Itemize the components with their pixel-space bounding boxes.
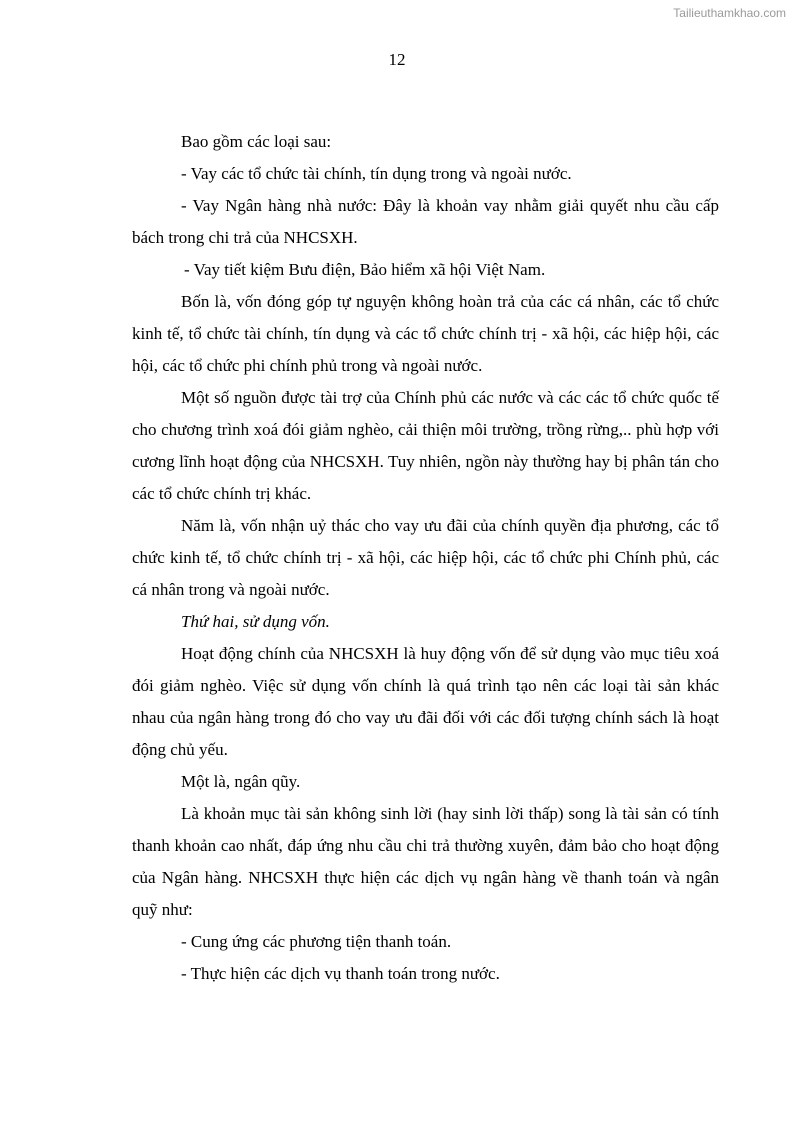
body-text [132,126,719,990]
paragraph: Một là, ngân qũy. [181,772,301,791]
watermark: Tailieuthamkhao.com [673,6,786,20]
paragraph: Hoạt động chính của NHCSXH là huy động vốn để sử dụng vào mục tiêu xoá đói giảm nghèo. Việc sử dụng vốn chính là quá trình tạo nên các loại tài sản khác nhau của ngân hàng trong đó cho vay ưu đãi đối với các đối tượng chính sách là hoạt động chủ yếu. [132,644,719,759]
paragraph: Là khoản mục tài sản không sinh lời (hay sinh lời thấp) song là tài sản có tính thanh khoản cao nhất, đáp ứng nhu cầu chi trả thường xuyên, đảm bảo cho hoạt động của Ngân hàng. NHCSXH thực hiện các dịch vụ ngân hàng về thanh toán và ngân quỹ như: [132,804,719,919]
paragraph: - Vay Ngân hàng nhà nước: Đây là khoản vay nhằm giải quyết nhu cầu cấp bách trong chi trả của NHCSXH. [132,196,719,247]
paragraph: - Cung ứng các phương tiện thanh toán. [181,932,452,951]
paragraph: - Thực hiện các dịch vụ thanh toán trong nước. [181,964,500,983]
paragraph: Năm là, vốn nhận uỷ thác cho vay ưu đãi của chính quyền địa phương, các tổ chức kinh tế, tổ chức chính trị - xã hội, các hiệp hội, các tổ chức phi Chính phủ, các cá nhân trong và ngoài nước. [132,516,719,599]
paragraph: Một số nguồn được tài trợ của Chính phủ các nước và các các tổ chức quốc tế cho chương trình xoá đói giảm nghèo, cải thiện môi trường, trồng rừng,.. phù hợp với cương lĩnh hoạt động của NHCSXH. Tuy nhiên, ngồn này thường hay bị phân tán cho các tổ chức chính trị khác. [132,388,719,503]
paragraph: - Vay các tổ chức tài chính, tín dụng trong và ngoài nước. [181,164,572,183]
paragraph: - Vay tiết kiệm Bưu điện, Bảo hiểm xã hội Việt Nam. [184,260,546,279]
section-heading: Thứ hai, sử dụng vốn. [181,612,330,631]
paragraph: Bốn là, vốn đóng góp tự nguyện không hoàn trả của các cá nhân, các tổ chức kinh tế, tổ chức tài chính, tín dụng và các tổ chức chính trị - xã hội, các hiệp hội, các hội, các tổ chức phi chính phủ trong và ngoài nước. [132,292,719,375]
page-number: 12 [388,50,406,69]
paragraph: Bao gồm các loại sau: [181,132,332,151]
